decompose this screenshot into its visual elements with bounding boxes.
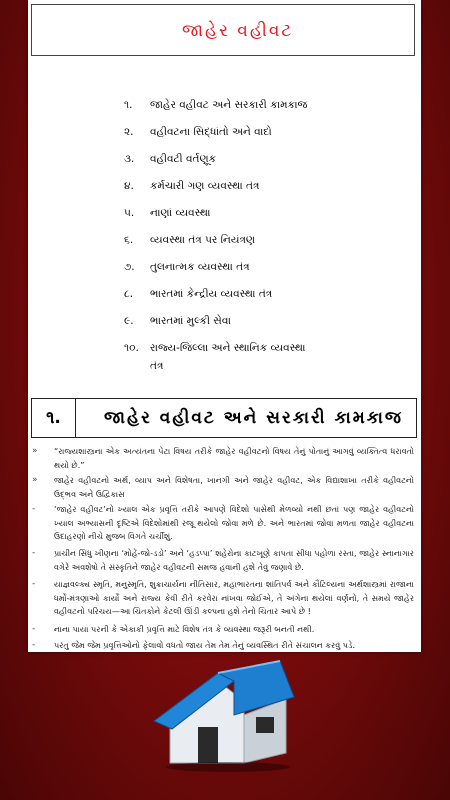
bullet-marker: » [32,475,38,485]
document-page [28,0,421,652]
section-header [31,398,417,438]
toc-item[interactable]: ૨. વહીવટના સિદ્ધાંતો અને વાદો [124,126,272,138]
section-title: જાહેર વહીવટ અને સરકારી કામકાજ [104,408,403,428]
toc-item[interactable]: ૯. ભારતમાં મુલ્કી સેવા [124,315,231,327]
bullet-marker: - [32,579,36,589]
toc-item[interactable]: ૫. નાણાં વ્યવસ્થા [124,207,211,219]
toc-item-continuation: તંત્ર [150,360,164,372]
list-item: - ‘જાહેર વહીવટ’નો ખ્યાલ એક પ્રવૃત્તિ તરીકે આપણે વિદેશો પાસેથી મેળવ્યો નથી છતાં પણ જાહેર વહીવટનો ખ્યાલ અભ્યાસની દૃષ્ટિએ વિદેશોમાંથી રજૂ થયેલો જોવા મળે છે. અને ભારતમાં જોવા મળતા જાહેર વહીવટના ઉદાહરણો નીચે મુજબ વિગતે ચર્ચીશું. [32,504,414,541]
bullet-marker: - [32,504,36,514]
toc-item[interactable]: ૪. કર્મચારી ગણ વ્યવસ્થા તંત્ર [124,180,260,192]
toc-item[interactable]: ૬. વ્યવસ્થા તંત્ર પર નિયંત્રણ [124,234,256,246]
list-item: » જાહેર વહીવટનો અર્થ, વ્યાપ અને વિશેષતા, ખાનગી અને જાહેર વહીવટ, એક વિદ્યાશાખા તરીકે વહીવટનો ઉદ્‌ભવ અને ઉદ્વિકાસ [32,475,414,499]
bullet-marker: » [32,446,38,456]
house-icon-graphic [148,655,298,775]
page-title: જાહેર વહીવટ [182,21,294,41]
toc-item[interactable]: ૩. વહીવટી વર્તણૂક [124,153,217,165]
section-number: ૧. [32,399,76,437]
list-item: - પરંતુ જેમ જેમ પ્રવૃત્તિઓનો ફેલાવો વધતો જાય તેમ તેમ તેનું વ્યવસ્થિત રીતે સંચાલન કરવું પડે. [32,639,414,652]
house-icon[interactable] [148,655,298,775]
toc-item[interactable]: ૭. તુલનાત્મક વ્યવસ્થા તંત્ર [124,261,250,273]
list-item: - નાના પાયા પરની કે એકાકી પ્રવૃત્તિ માટે વિશેષ તંત્ર કે વ્યવસ્થા જરૂરી બનતી નથી. [32,623,414,637]
toc-item[interactable]: ૧૦. રાજ્ય-જિલ્લા અને સ્થાનિક વ્યવસ્થા [124,342,306,354]
toc-item[interactable]: ૮. ભારતમાં કેન્દ્રીય વ્યવસ્થા તંત્ર [124,288,273,300]
list-item: - યાજ્ઞવલ્ક્ય સ્મૃતિ, મનુસ્મૃતિ, શુક્રાચાર્યના નીતિસાર, મહાભારતના શાંતિપર્વ અને કૌટિલ્યના અર્થશાસ્ત્રમાં રાજાના ધર્મો-મંત્રણાઓ કાર્યો અને રાજ્ય કેવી રીતે કરવેરા નાંખવા જોઈએ, તે અંગેના થયેલાં વર્ણનો, તે સમયે જાહેર વહીવટનો પરિચય—આ ચિંતકોને કેટલી ઊંડી કલ્પના હશે તેનો ચિતાર આપે છે ! [32,579,414,616]
bullet-marker: - [32,624,36,634]
list-item: » “રાજ્યશાસ્ત્રના એક અત્યંતના પેટા વિષય તરીકે જાહેર વહીવટનો વિષય તેનું પોતાનું આગવું વ્યક્તિત્વ ધરાવતો થયો છે.” [32,446,414,470]
title-box [31,4,415,56]
list-item: - પ્રાચીન સિંધુ ખીણના ‘મોહેં-જો-ડડો’ અને ‘હડપ્પા’ શહેરોના કાટખૂણે કાપતા સીધા પહોળા રસ્તા, જાહેર સ્નાનાગાર વગેરે અવશેષો તે સંસ્કૃતિને જાહેર વહીવટની સમજ હવાની હશે તેવું જણાવે છે. [32,548,414,572]
toc-item[interactable]: ૧. જાહેર વહીવટ અને સરકારી કામકાજ [124,99,308,111]
bullet-marker: - [32,640,36,650]
bullet-marker: - [32,548,36,558]
